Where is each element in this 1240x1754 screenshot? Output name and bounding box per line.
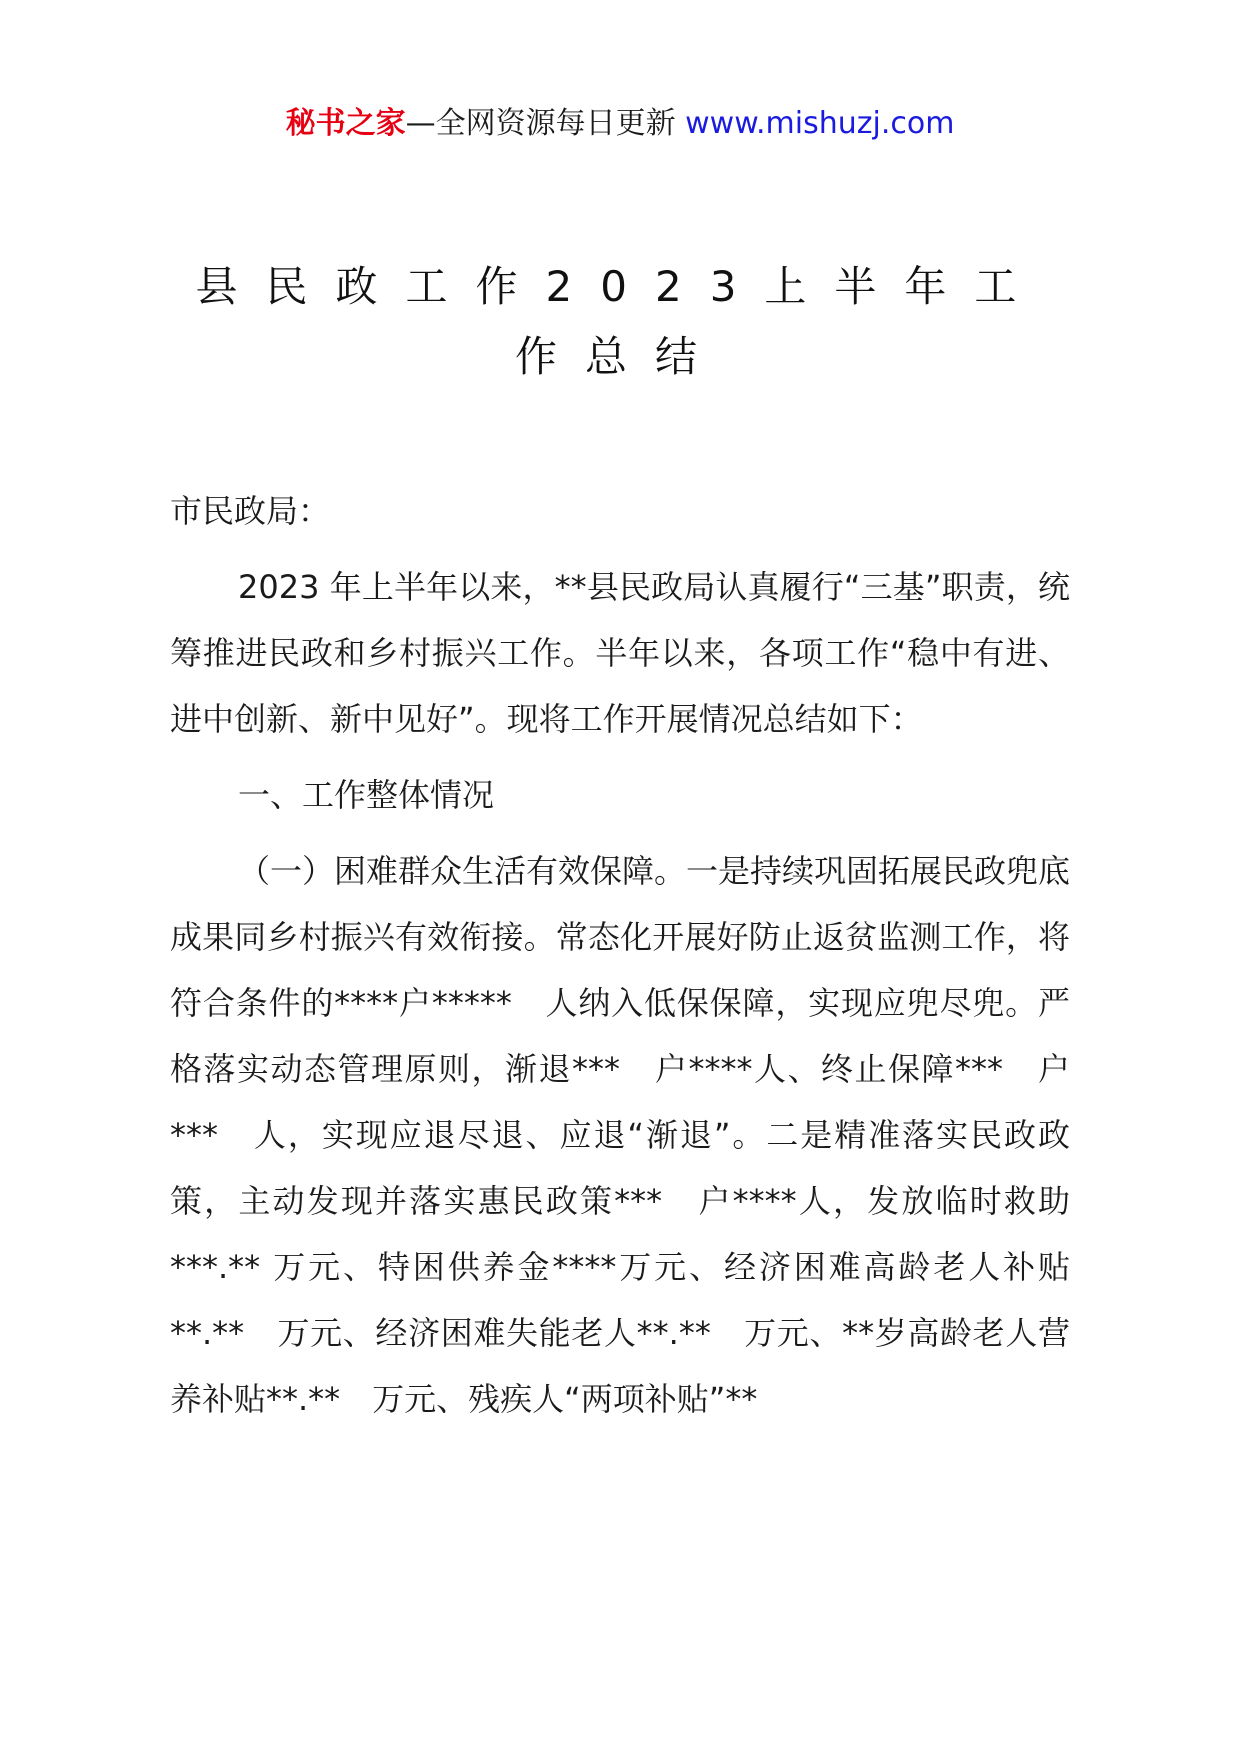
section-heading: 一、工作整体情况: [238, 776, 495, 814]
intro-paragraph: 2023 年上半年以来，**县民政局认真履行“三基”职责，统筹推进民政和乡村振兴工作。半年以来，各项工作“稳中有进、进中创新、新中见好”。现将工作开展情况总结如下：: [170, 568, 1070, 738]
website-link[interactable]: www.mishuzj.com: [685, 106, 955, 141]
document-title: 县民政工作2023上半年工作总结: [195, 262, 1045, 381]
header-slogan: —全网资源每日更新: [405, 106, 686, 141]
site-header: [0, 104, 1240, 144]
document-body: [170, 478, 1070, 1432]
brand-name: 秘书之家: [285, 106, 406, 141]
salutation: 市民政局：: [170, 492, 331, 530]
body-paragraph: （一）困难群众生活有效保障。一是持续巩固拓展民政兜底成果同乡村振兴有效衔接。常态化开展好防止返贫监测工作，将符合条件的****户***** 人纳入低保保障，实现应兜尽兜。严格落实动态管理原则，渐退*** 户****人、终止保障*** 户*** 人，实现应退尽退、应退“渐退”。二是精准落实民政政策，主动发现并落实惠民政策*** 户****人，发放临时救助***.** 万元、特困供养金****万元、经济困难高龄老人补贴**.** 万元、经济困难失能老人**.** 万元、**岁高龄老人营养补贴**.** 万元、残疾人“两项补贴”**: [170, 852, 1071, 1418]
